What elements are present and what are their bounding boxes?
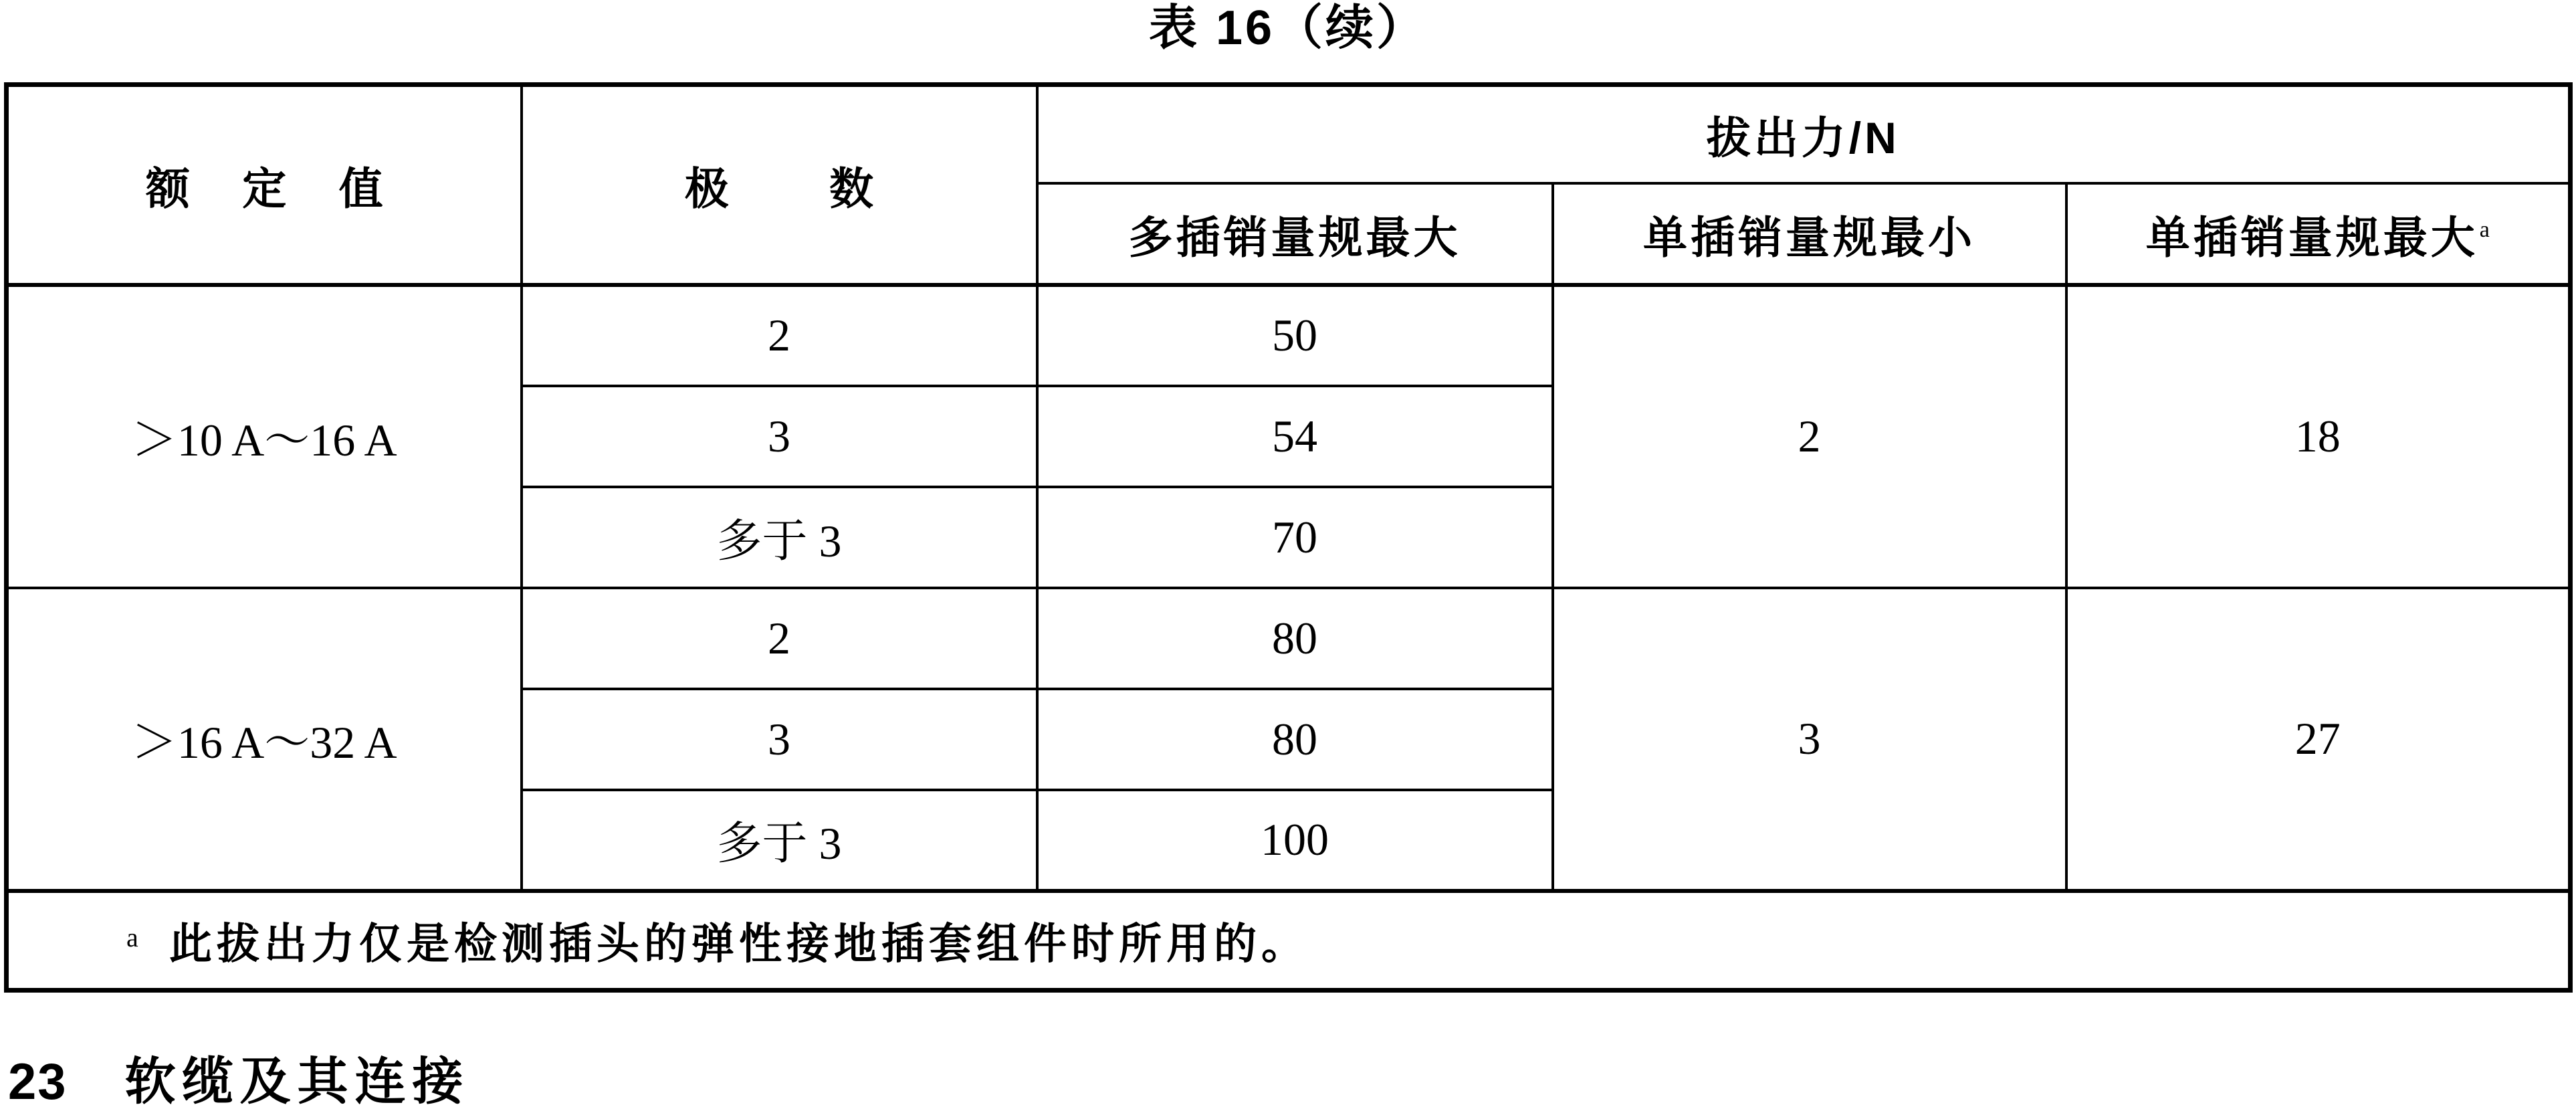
single-pin-max-cell: 18 (2066, 285, 2571, 588)
table-title: 表 16（续） (1148, 1, 1428, 55)
pull-out-force-header: 拔出力/N (1037, 85, 2571, 183)
poles-cell: 3 (522, 689, 1037, 790)
pull-out-force-table (4, 82, 2573, 993)
multi-pin-max-cell: 54 (1037, 386, 1553, 487)
single-pin-min-cell: 3 (1553, 588, 2066, 891)
single-pin-gauge-min-header: 单插销量规最小 (1553, 183, 2066, 285)
section-heading (8, 1054, 470, 1110)
poles-header (522, 85, 1037, 285)
rated-value-header-label: 额 定 值 (145, 163, 403, 213)
multi-pin-max-cell: 80 (1037, 588, 1553, 689)
section-number: 23 (8, 1053, 68, 1110)
poles-header-label: 极 数 (684, 163, 918, 213)
single-pin-max-cell: 27 (2066, 588, 2571, 891)
footnote-row (7, 891, 2571, 991)
poles-cell: 3 (522, 386, 1037, 487)
rated-value-cell: ＞16 A～32 A (7, 588, 522, 891)
multi-pin-max-cell: 100 (1037, 790, 1553, 891)
footnote-cell (7, 891, 2571, 991)
multi-pin-max-cell: 50 (1037, 285, 1553, 386)
multi-pin-gauge-max-header: 多插销量规最大 (1037, 183, 1553, 285)
multi-pin-max-cell: 70 (1037, 487, 1553, 588)
poles-cell: 多于 3 (522, 487, 1037, 588)
header-row-1 (7, 85, 2571, 183)
table-row (7, 285, 2571, 386)
footnote-mark: a (2479, 217, 2490, 242)
poles-cell: 多于 3 (522, 790, 1037, 891)
table-row (7, 588, 2571, 689)
rated-value-header (7, 85, 522, 285)
footnote-mark: a (126, 922, 138, 952)
single-pin-min-cell: 2 (1553, 285, 2066, 588)
single-pin-gauge-max-label: 单插销量规最大 (2145, 212, 2478, 262)
poles-cell: 2 (522, 588, 1037, 689)
single-pin-gauge-max-header (2066, 183, 2571, 285)
poles-cell: 2 (522, 285, 1037, 386)
rated-value-cell: ＞10 A～16 A (7, 285, 522, 588)
section-title: 软缆及其连接 (124, 1053, 470, 1110)
footnote-text: 此拔出力仅是检测插头的弹性接地插套组件时所用的。 (169, 919, 1309, 968)
multi-pin-max-cell: 80 (1037, 689, 1553, 790)
